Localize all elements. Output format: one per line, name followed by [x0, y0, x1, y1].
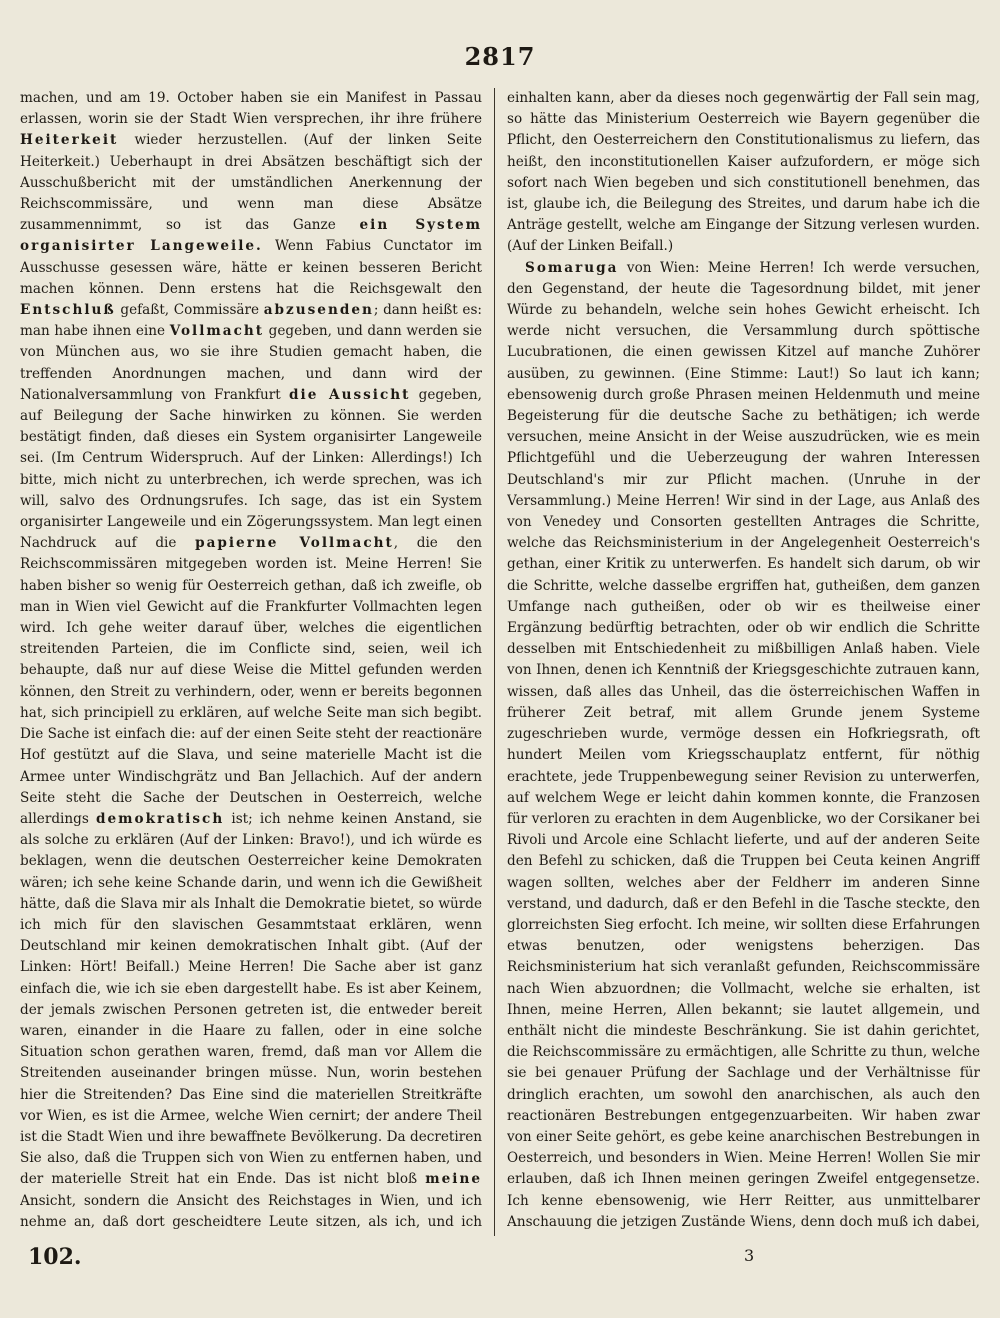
emphasis-text: Heiterkeit	[20, 132, 119, 149]
right-paragraph: einhalten kann, aber da dieses noch gegenwärtig der Fall sein mag, so hätte das Ministerium Oesterreich wie Bayern gegenüber die Pflicht, den Oesterreichern den Constitutionalismus zu liefern, das heißt, den inconstitutionellen Kaiser aufzufordern, er möge sich sofort nach Wien begeben und sich constitutionell benehmen, das ist, glaube ich, die Beilegung des Streites, und darum habe ich die Anträge gestellt, welche am Eingange der Sitzung verlesen wurden. (Auf der Linken Beifall.)	[507, 90, 980, 255]
text-run: wieder herzustellen. (Auf der linken Seite Heiterkeit.) Ueberhaupt in drei Absätzen beschäftigt sich der Ausschußbericht mit der umständlichen Anerkennung der Reichscommissäre, und wenn man diese Absätze zusammennimmt, so ist das Ganze	[20, 132, 482, 234]
text-run: gefaßt, Commissäre	[120, 302, 260, 319]
text-run: , die den Reichscommissären mitgegeben worden ist. Meine Herren! Sie haben bisher so wenig für Oesterreich gethan, daß ich zweifle, ob man in Wien viel Gewicht auf die Frankfurter Vollmachten legen wird. Ich gehe weiter darauf über, welches die eigentlichen streitenden Parteien, die im Conflicte sind, seien, weil ich behaupte, daß nur auf diese Weise die Mittel gefunden werden können, den Streit zu verhindern, oder, wenn er bereits begonnen hat, sich principiell zu erklären, auf welche Seite man sich begibt. Die Sache ist einfach die: auf der einen Seite steht der reactionäre Hof gestützt auf die Slava, und seine materielle Macht ist die Armee unter Windischgrätz und Ban Jellachich. Auf der andern Seite steht die Sache der Deutschen in Oesterreich, welche allerdings	[20, 535, 482, 827]
sheet-number: 3	[744, 1246, 755, 1265]
emphasis-text: demokratisch	[95, 810, 225, 827]
emphasis-text: Entschluß	[20, 302, 116, 319]
emphasis-text: ein System organisirter Langeweile.	[20, 217, 482, 255]
page-number: 2817	[464, 42, 536, 71]
column-divider	[494, 88, 495, 1236]
emphasis-text: papierne Vollmacht	[195, 535, 394, 552]
text-run: Wenn Fabius Cunctator im Ausschusse gesessen wäre, hätte er keinen besseren Bericht machen können. Denn erstens hat die Reichsgewalt den	[20, 238, 482, 297]
text-run: Ansicht, sondern die Ansicht des Reichstages in Wien, und ich nehme an, daß dort gescheidtere Leute sitzen, als ich, und ich	[20, 1192, 482, 1230]
text-run: machen, und am 19. October haben sie ein Manifest in Passau erlassen, worin sie der Stadt Wien versprechen, ihr ihre frühere	[20, 90, 482, 128]
text-run: ; dann heißt es: man habe ihnen eine	[20, 302, 482, 340]
text-run: gegeben, auf Beilegung der Sache hinwirken zu können. Sie werden bestätigt finden, daß dieses ein System organisirter Langeweile sei. (Im Centrum Widerspruch. Auf der Linken: Allerdings!) Ich bitte, mich nicht zu unterbrechen, ich werde sprechen, was ich will, salvo des Ordnungsrufes. Ich sage, das ist ein System organisirter Langeweile und ein Zögerungssystem. Man legt einen Nachdruck auf die	[20, 386, 482, 552]
emphasis-text: abzusenden	[263, 302, 374, 319]
left-column	[20, 88, 482, 1236]
text-run: ist; ich nehme keinen Anstand, sie als solche zu erklären (Auf der Linken: Bravo!), und ich würde es beklagen, wenn die deutschen Oesterreicher keine Demokraten wären; ich sehe keine Schande darin, und wenn ich die Gewißheit hätte, daß die Slava mir als Inhalt die Demokratie bietet, so würde ich mich für den slavischen Gesammtstaat erklären, wenn Deutschland mir keinen demokratischen Inhalt gibt. (Auf der Linken: Hört! Beifall.) Meine Herren! Die Sache aber ist ganz einfach die, wie ich sie eben dargestellt habe. Es ist aber Keinem, der jemals zwischen Personen getreten ist, die entweder bereit waren, einander in die Haare zu fallen, oder in eine solche Situation schon gerathen waren, fremd, daß man vor Allem die Streitenden auseinander bringen müsse. Nun, worin bestehen hier die Streitenden? Das Eine sind die materiellen Streitkräfte vor Wien, es ist die Armee, welche Wien cernirt; der andere Theil ist die Stadt Wien und ihre bewaffnete Bevölkerung. Da decretiren Sie also, daß die Truppen sich von Wien zu entfernen haben, und der materielle Streit hat ein Ende. Das ist nicht bloß	[20, 810, 482, 1188]
emphasis-text: die Aussicht	[289, 386, 411, 403]
left-paragraph	[20, 88, 482, 1236]
emphasis-text: meine	[425, 1171, 482, 1188]
speaker-paragraph	[507, 258, 980, 1236]
speaker-name: Somaruga	[525, 259, 619, 276]
emphasis-text: Vollmacht	[169, 323, 265, 340]
signature-mark: 102.	[28, 1244, 82, 1270]
right-column	[507, 88, 980, 1236]
text-run: von Wien: Meine Herren! Ich werde versuchen, den Gegenstand, der heute die Tagesordnung bildet, mit jener Würde zu behandeln, welche sein hohes Gewicht erheischt. Ich werde nicht versuchen, die Versammlung durch spöttische Lucubrationen, die einen gewissen Kitzel auf manche Zuhörer ausüben, zu gewinnen. (Eine Stimme: Laut!) So laut ich kann; ebensowenig durch große Phrasen meinen Heldenmuth und meine Begeisterung für die deutsche Sache zu bethätigen; ich werde versuchen, meine Ansicht in der Weise auszudrücken, wie es mein Pflichtgefühl und die Ueberzeugung der wahren Interessen Deutschland's mir zur Pflicht machen. (Unruhe in der Versammlung.) Meine Herren! Wir sind in der Lage, aus Anlaß des von Venedey und Consorten gestellten Antrages die Schritte, welche das Reichsministerium in der Angelegenheit Oesterreich's gethan, einer Kritik zu unterwerfen. Es handelt sich darum, ob wir die Schritte, welche dasselbe ergriffen hat, gutheißen, dem ganzen Umfange nach gutheißen, oder ob wir es theilweise einer Ergänzung bedürftig betrachten, oder ob wir endlich die Schritte desselben mit Entschiedenheit zu mißbilligen Anlaß haben. Viele von Ihnen, denen ich Kenntniß der Kriegsgeschichte zutrauen kann, wissen, daß alles das Unheil, das die österreichischen Waffen in früherer Zeit betraf, mit allem Grunde jenem Systeme zugeschrieben wurde, vermöge dessen ein Hofkriegsrath, oft hundert Meilen vom Kriegsschauplatz entfernt, für nöthig erachtete, jede Truppenbewegung seiner Revision zu unterwerfen, auf welchem Wege er leicht dahin kommen konnte, die Franzosen für verloren zu erachten in dem Augenblicke, wo der Corsikaner bei Rivoli und Arcole eine Schlacht lieferte, und auf der anderen Seite den Befehl zu schicken, daß die Truppen bei Ceuta keinen Angriff wagen sollten, welches aber der Feldherr im anderen Sinne verstand, und dadurch, daß er den Befehl in die Tasche steckte, den glorreichsten Sieg erfocht. Ich meine, wir sollten diese Erfahrungen etwas benutzen, oder wenigstens beherzigen. Das Reichsministerium hat sich veranlaßt gefunden, Reichscommissäre nach Wien abzuordnen; die Vollmacht, welche sie erhalten, ist Ihnen, meine Herren, Allen bekannt; sie lautet allgemein, und enthält nicht die mindeste Beschränkung. Sie ist dahin gerichtet, die Reichscommissäre zu ermächtigen, alle Schritte zu thun, welche sie bei genauer Prüfung der Sachlage und der Verhältnisse für dringlich erachten, um sowohl den anarchischen, als auch den reactionären Bestrebungen entgegenzuarbeiten. Wir haben zwar von einer Seite gehört, es gebe keine anarchischen Bestrebungen in Oesterreich, und besonders in Wien. Meine Herren! Wollen Sie mir erlauben, daß ich Ihnen meinen geringen Zweifel entgegensetze. Ich kenne ebensowenig, wie Herr Reitter, aus unmittelbarer Anschauung die jetzigen Zustände Wiens, denn doch muß ich dabei,	[507, 259, 980, 1230]
text-run: gegeben, und dann werden sie von München aus, wo sie ihre Studien gemacht haben, die treffenden Anordnungen machen, und dann wird der Nationalversammlung von Frankfurt	[20, 323, 482, 403]
